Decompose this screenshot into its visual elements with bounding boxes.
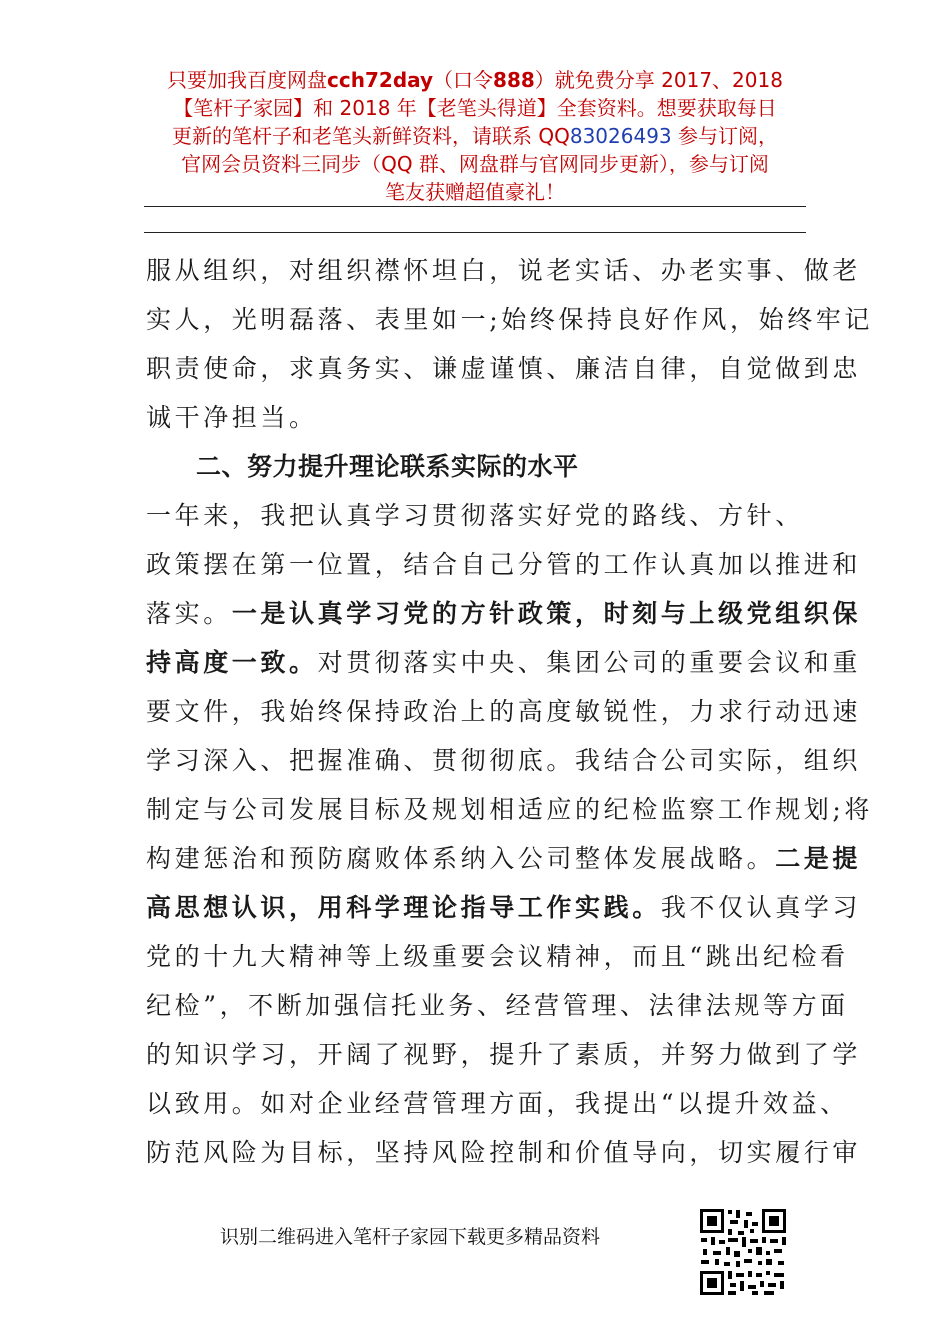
- text-line: 一年来，我把认真学习贯彻落实好党的路线、方针、: [146, 501, 804, 530]
- header-text: ）就免费分享 2017、2018: [534, 68, 783, 92]
- text-line: 防范风险为目标，坚持风险控制和价值导向，切实履行审: [146, 1138, 862, 1167]
- promo-header: [140, 66, 810, 206]
- header-line-5: 笔友获赠超值豪礼！: [385, 180, 565, 204]
- header-line-2: 【笔杆子家园】和 2018 年【老笔头得道】全套资料。想要获取每日: [173, 96, 777, 120]
- header-line-4: 官网会员资料三同步（QQ 群、网盘群与官网同步更新），参与订阅: [181, 152, 769, 176]
- netdisk-password: 888: [493, 68, 535, 92]
- header-text: 只要加我百度网盘: [167, 68, 328, 92]
- text-line: [146, 589, 862, 638]
- header-line-3: [140, 122, 810, 150]
- text-line: 服从组织，对组织襟怀坦白，说老实话、办老实事、做老: [146, 256, 862, 285]
- text-line: [146, 638, 862, 687]
- text-line: 职责使命，求真务实、谦虚谨慎、廉洁自律，自觉做到忠: [146, 354, 862, 383]
- text-line: 要文件，我始终保持政治上的高度敏锐性，力求行动迅速: [146, 697, 862, 726]
- paragraph-2: [146, 491, 874, 1177]
- document-body: [146, 246, 874, 1177]
- text-line: 学习深入、把握准确、贯彻彻底。我结合公司实际，组织: [146, 746, 862, 775]
- text-line: 的知识学习，开阔了视野，提升了素质，并努力做到了学: [146, 1040, 862, 1069]
- qr-code-icon[interactable]: [698, 1207, 788, 1297]
- text-line: [146, 834, 862, 883]
- section-heading: 二、努力提升理论联系实际的水平: [196, 452, 579, 481]
- text-run: 构建惩治和预防腐败体系纳入公司整体发展战略。: [146, 844, 776, 873]
- header-text: （口令: [433, 68, 494, 92]
- text-line: [146, 883, 862, 932]
- text-line: 诚干净担当。: [146, 403, 318, 432]
- text-line: 以致用。如对企业经营管理方面，我提出“以提升效益、: [146, 1089, 849, 1118]
- header-text: 更新的笔杆子和老笔头新鲜资料，请联系 QQ: [172, 124, 570, 148]
- text-line: 党的十九大精神等上级重要会议精神，而且“跳出纪检看: [146, 942, 849, 971]
- bold-point-2: 二是提: [775, 844, 862, 873]
- text-run: 我不仅认真学习: [660, 893, 862, 922]
- header-divider-top: [144, 206, 806, 207]
- footer-caption: 识别二维码进入笔杆子家园下载更多精品资料: [220, 1226, 601, 1248]
- header-divider-bottom: [144, 232, 806, 233]
- qq-number: 83026493: [569, 124, 672, 148]
- text-line: 制定与公司发展目标及规划相适应的纪检监察工作规划;将: [146, 795, 874, 824]
- header-line-1: [140, 66, 810, 94]
- bold-point-2-cont: 高思想认识，用科学理论指导工作实践。: [146, 893, 661, 922]
- bold-point-1-cont: 持高度一致。: [146, 648, 318, 677]
- header-text: 参与订阅，: [671, 124, 778, 148]
- text-line: 政策摆在第一位置，结合自己分管的工作认真加以推进和: [146, 550, 862, 579]
- netdisk-account: cch72day: [327, 68, 434, 92]
- bold-point-1: 一是认真学习党的方针政策，时刻与上级党组织保: [231, 599, 862, 628]
- text-line: 纪检”，不断加强信托业务、经营管理、法律法规等方面: [146, 991, 849, 1020]
- text-run: 对贯彻落实中央、集团公司的重要会议和重: [317, 648, 862, 677]
- text-line: 实人，光明磊落、表里如一;始终保持良好作风，始终牢记: [146, 305, 874, 334]
- paragraph-1: [146, 246, 874, 442]
- text-run: 落实。: [146, 599, 232, 628]
